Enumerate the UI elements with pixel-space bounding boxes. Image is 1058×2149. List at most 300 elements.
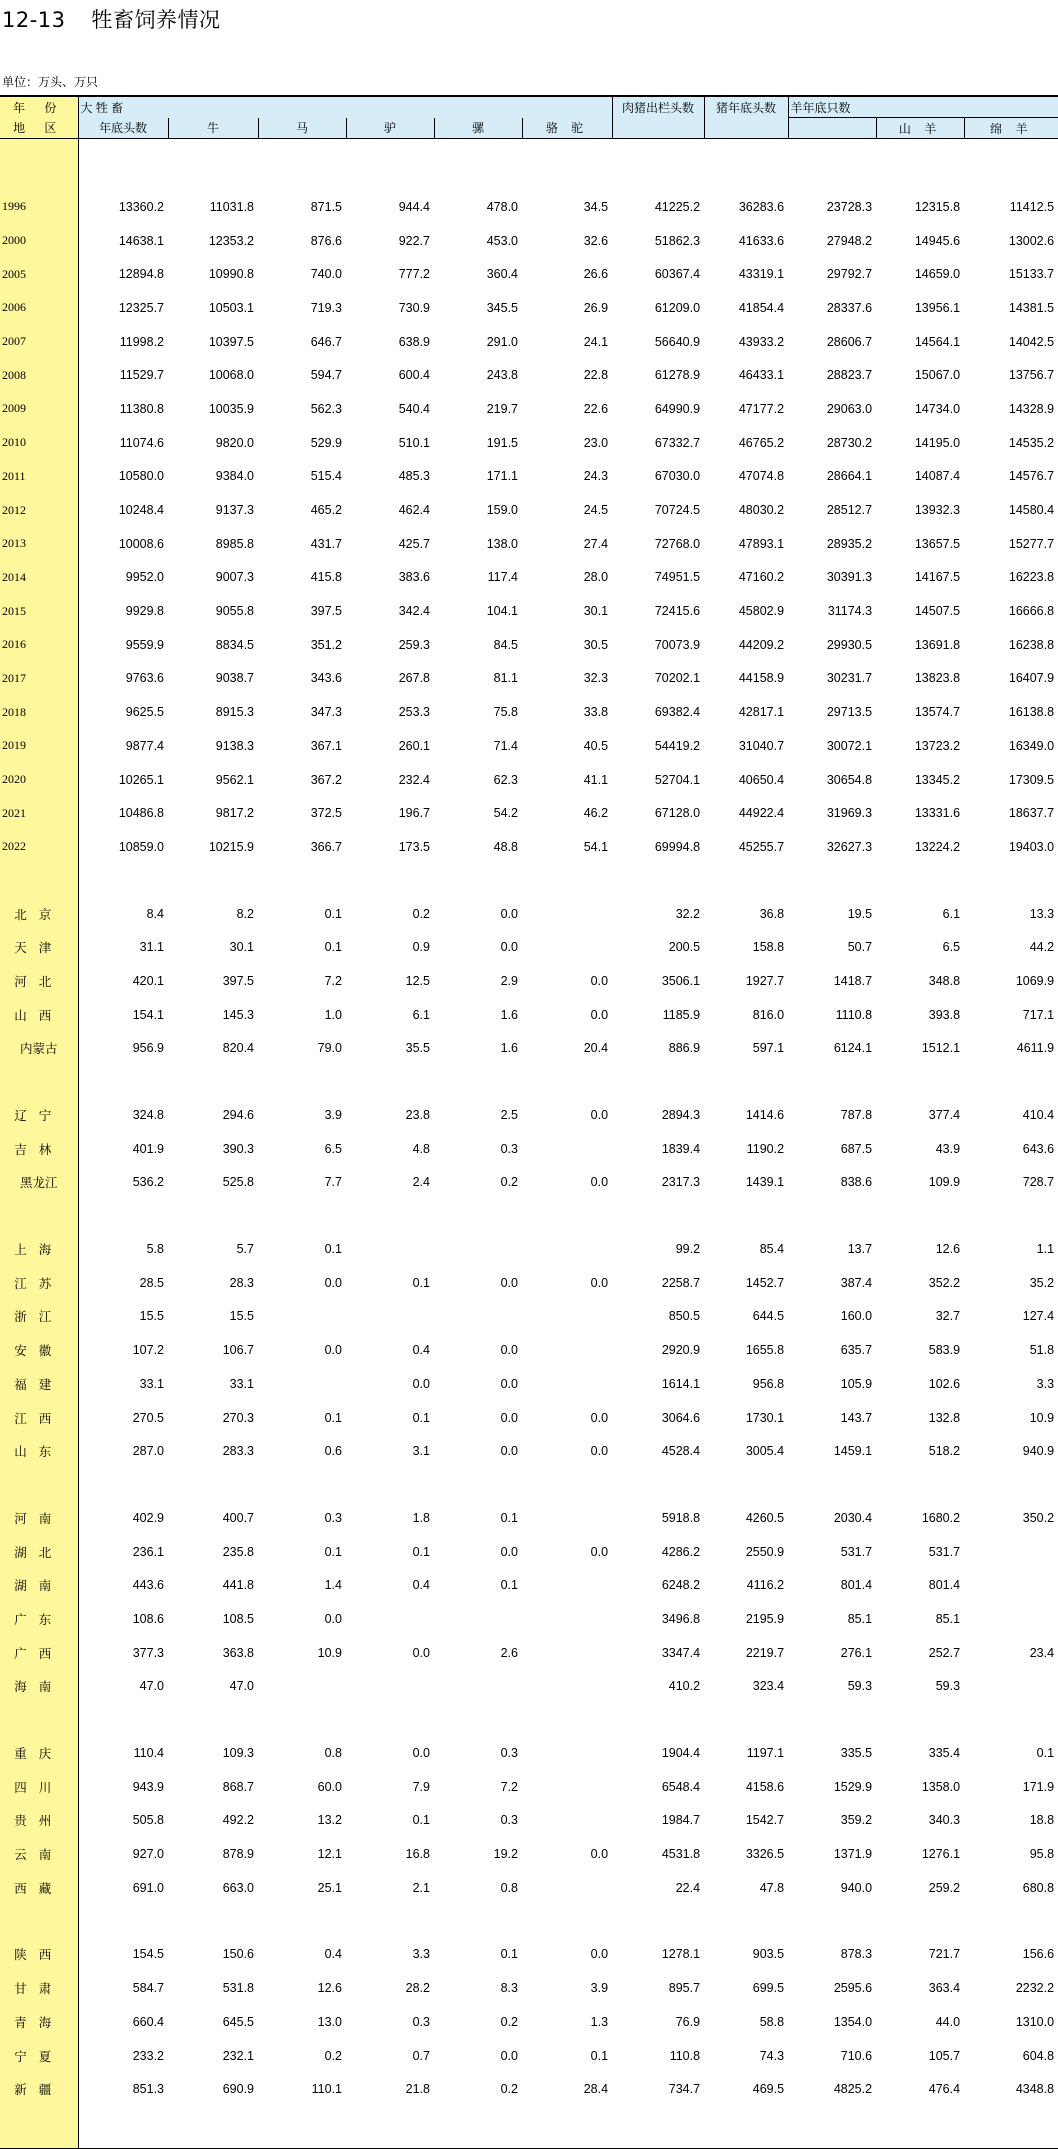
year-label: 2015 (0, 594, 78, 628)
year-row (0, 392, 1058, 426)
region-label: 湖北 (0, 1535, 78, 1569)
year-row (0, 224, 1058, 258)
cell-value (964, 1568, 1058, 1602)
cell-value: 29930.5 (826, 637, 873, 652)
cell-value: 14659.0 (914, 267, 961, 282)
header-large-livestock-sub: 年底头数 (78, 118, 168, 139)
cell-value: 44.2 (1029, 940, 1055, 955)
cell-value: 62.3 (493, 772, 518, 787)
cell-value (522, 1871, 612, 1905)
cell-value: 0.1 (500, 1947, 518, 1962)
cell-value: 48030.2 (738, 503, 785, 518)
cell-value (258, 1300, 346, 1334)
cell-value: 44922.4 (738, 806, 785, 821)
cell-value (522, 897, 612, 931)
cell-value: 11998.2 (119, 334, 164, 349)
cell-value: 154.5 (132, 1947, 164, 1962)
cell-value: 5918.8 (661, 1510, 701, 1525)
cell-value: 105.9 (840, 1376, 873, 1391)
cell-value: 0.1 (500, 1510, 518, 1525)
header-region-label: 地 区 (0, 118, 78, 139)
cell-value: 32.2 (675, 906, 701, 921)
cell-value: 52704.1 (654, 772, 701, 787)
cell-value: 0.0 (590, 1108, 609, 1123)
cell-value (522, 1670, 612, 1704)
cell-value: 44.0 (935, 2014, 961, 2029)
cell-value (522, 1568, 612, 1602)
cell-value: 61209.0 (654, 300, 701, 315)
cell-value (346, 1300, 434, 1334)
cell-value: 51862.3 (654, 233, 701, 248)
cell-value: 28823.7 (826, 368, 873, 383)
group-gap (0, 1468, 1058, 1501)
cell-value: 348.8 (928, 973, 961, 988)
year-label: 2019 (0, 729, 78, 763)
cell-value: 16349.0 (1008, 738, 1055, 753)
cell-value (522, 1636, 612, 1670)
region-row (0, 1132, 1058, 1166)
cell-value: 1529.9 (833, 1779, 873, 1794)
cell-value: 8985.8 (215, 536, 254, 551)
cell-value: 13823.8 (914, 671, 961, 686)
cell-value: 14087.4 (914, 469, 961, 484)
region-label: 山东 (0, 1434, 78, 1468)
cell-value: 431.7 (310, 536, 342, 551)
cell-value: 21.8 (405, 2082, 430, 2097)
region-row (0, 1670, 1058, 1704)
region-row (0, 1602, 1058, 1636)
cell-value (964, 1535, 1058, 1569)
cell-value: 644.5 (752, 1309, 785, 1324)
cell-value: 1439.1 (745, 1175, 785, 1190)
cell-value: 0.0 (500, 2048, 518, 2063)
cell-value: 110.8 (669, 2048, 701, 2063)
cell-value: 14638.1 (118, 233, 164, 248)
cell-value: 0.3 (500, 1141, 518, 1156)
cell-value: 28.4 (583, 2082, 609, 2097)
region-row (0, 2072, 1058, 2106)
cell-value: 801.4 (840, 1578, 873, 1593)
cell-value (258, 1367, 346, 1401)
cell-value: 270.3 (222, 1410, 254, 1425)
year-row (0, 763, 1058, 797)
cell-value: 816.0 (752, 1007, 785, 1022)
group-gap (0, 1199, 1058, 1232)
cell-value: 8.4 (146, 906, 164, 921)
cell-value: 43933.2 (738, 334, 785, 349)
cell-value: 0.4 (412, 1343, 430, 1358)
cell-value: 691.0 (132, 1880, 164, 1895)
cell-value (522, 1602, 612, 1636)
cell-value: 0.0 (590, 1947, 609, 1962)
cell-value: 35.2 (1029, 1275, 1055, 1290)
cell-value: 1190.2 (746, 1141, 785, 1156)
cell-value: 1310.0 (1015, 2014, 1055, 2029)
region-label: 上海 (0, 1232, 78, 1266)
region-row (0, 1166, 1058, 1200)
cell-value: 14945.6 (914, 233, 961, 248)
cell-value: 1371.9 (833, 1847, 873, 1862)
cell-value: 10.9 (317, 1645, 342, 1660)
cell-value: 276.1 (840, 1645, 873, 1660)
cell-value: 40.5 (583, 738, 609, 753)
cell-value: 17309.5 (1008, 772, 1055, 787)
cell-value: 886.9 (668, 1041, 701, 1056)
cell-value: 0.6 (324, 1444, 342, 1459)
region-row (0, 1401, 1058, 1435)
cell-value: 6.5 (942, 940, 961, 955)
cell-value: 324.8 (132, 1108, 164, 1123)
cell-value: 3005.4 (745, 1444, 785, 1459)
year-row (0, 628, 1058, 662)
cell-value: 0.1 (324, 1410, 342, 1425)
cell-value: 85.1 (847, 1611, 873, 1626)
cell-value: 14576.7 (1008, 469, 1055, 484)
cell-value: 41633.6 (738, 233, 785, 248)
cell-value: 0.0 (590, 973, 609, 988)
cell-value: 895.7 (668, 1981, 701, 1996)
header-goat: 山 羊 (876, 118, 964, 139)
region-row (0, 2005, 1058, 2039)
cell-value: 469.5 (752, 2082, 785, 2097)
cell-value: 410.2 (668, 1679, 701, 1694)
year-label: 2007 (0, 325, 78, 359)
cell-value: 1655.8 (745, 1343, 785, 1358)
cell-value: 0.0 (590, 1275, 609, 1290)
year-row (0, 358, 1058, 392)
region-label: 浙江 (0, 1300, 78, 1334)
cell-value: 107.2 (132, 1343, 164, 1358)
cell-value: 531.7 (840, 1544, 873, 1559)
cell-value (964, 1670, 1058, 1704)
cell-value: 531.7 (928, 1544, 961, 1559)
cell-value: 400.7 (222, 1510, 254, 1525)
cell-value: 10265.1 (118, 772, 164, 787)
cell-value: 787.8 (840, 1108, 873, 1123)
region-row (0, 1367, 1058, 1401)
cell-value: 838.6 (840, 1175, 873, 1190)
cell-value: 740.0 (310, 267, 342, 282)
cell-value: 102.6 (928, 1376, 961, 1391)
cell-value: 335.4 (928, 1746, 961, 1761)
cell-value: 0.0 (500, 940, 518, 955)
cell-value: 219.7 (486, 401, 518, 416)
cell-value: 0.2 (412, 906, 430, 921)
cell-value: 453.0 (486, 233, 518, 248)
cell-value: 26.6 (583, 267, 609, 282)
cell-value: 390.3 (222, 1141, 254, 1156)
cell-value: 33.8 (583, 705, 609, 720)
cell-value: 47.0 (229, 1679, 254, 1694)
cell-value: 1.1 (1036, 1242, 1055, 1257)
cell-value: 6.5 (324, 1141, 342, 1156)
cell-value: 36283.6 (738, 199, 785, 214)
cell-value: 32627.3 (826, 839, 873, 854)
cell-value: 243.8 (486, 368, 518, 383)
cell-value: 283.3 (222, 1444, 254, 1459)
region-label: 吉林 (0, 1132, 78, 1166)
table-name: 牲畜饲养情况 (91, 8, 221, 32)
cell-value: 393.8 (928, 1007, 961, 1022)
cell-value: 59.3 (935, 1679, 961, 1694)
cell-value: 2232.2 (1015, 1981, 1055, 1996)
header-hogs-slaughtered-cont (612, 118, 704, 139)
cell-value: 415.8 (310, 570, 342, 585)
region-row (0, 1736, 1058, 1770)
cell-value: 3347.4 (661, 1645, 701, 1660)
region-row (0, 1434, 1058, 1468)
cell-value: 0.1 (412, 1813, 430, 1828)
cell-value: 61278.9 (654, 368, 701, 383)
cell-value: 340.3 (928, 1813, 961, 1828)
cell-value: 4825.2 (833, 2082, 873, 2097)
cell-value: 9952.0 (125, 570, 164, 585)
cell-value: 69994.8 (654, 839, 701, 854)
livestock-table (0, 95, 1058, 2149)
cell-value: 604.8 (1022, 2048, 1055, 2063)
cell-value: 0.1 (324, 1544, 342, 1559)
cell-value: 108.6 (132, 1611, 164, 1626)
cell-value: 173.5 (398, 839, 430, 854)
cell-value: 397.5 (222, 973, 254, 988)
cell-value: 12.1 (317, 1847, 342, 1862)
cell-value: 28606.7 (826, 334, 873, 349)
cell-value: 105.7 (928, 2048, 961, 2063)
cell-value: 699.5 (752, 1981, 785, 1996)
cell-value: 19403.0 (1008, 839, 1055, 854)
cell-value: 350.2 (1022, 1510, 1055, 1525)
cell-value (346, 1670, 434, 1704)
cell-value: 72768.0 (654, 536, 701, 551)
cell-value: 1459.1 (833, 1444, 873, 1459)
cell-value: 7.9 (412, 1779, 430, 1794)
region-row (0, 1568, 1058, 1602)
cell-value: 363.8 (222, 1645, 254, 1660)
year-row (0, 695, 1058, 729)
header-sheep-goat: 羊年底只数 (788, 96, 1058, 118)
cell-value: 944.4 (398, 199, 430, 214)
cell-value: 28.3 (229, 1275, 254, 1290)
year-label: 2005 (0, 257, 78, 291)
cell-value: 8.3 (500, 1981, 518, 1996)
cell-value: 515.4 (310, 469, 342, 484)
cell-value: 67332.7 (654, 435, 701, 450)
cell-value: 31174.3 (827, 604, 873, 619)
cell-value: 16407.9 (1008, 671, 1055, 686)
cell-value: 1.4 (324, 1578, 342, 1593)
cell-value: 363.4 (928, 1981, 961, 1996)
cell-value: 10503.1 (208, 300, 254, 315)
cell-value: 85.1 (935, 1611, 961, 1626)
cell-value: 42817.1 (738, 705, 785, 720)
cell-value: 377.3 (132, 1645, 164, 1660)
cell-value: 0.0 (590, 1544, 609, 1559)
cell-value: 10068.0 (208, 368, 254, 383)
cell-value: 26.9 (583, 300, 609, 315)
cell-value: 13331.6 (914, 806, 961, 821)
cell-value: 71.4 (493, 738, 518, 753)
cell-value: 0.0 (500, 1410, 518, 1425)
cell-value: 956.9 (132, 1041, 164, 1056)
cell-value: 70724.5 (654, 503, 701, 518)
cell-value: 27.4 (583, 536, 609, 551)
cell-value: 232.4 (398, 772, 430, 787)
region-label: 宁夏 (0, 2039, 78, 2073)
header-camel: 骆 驼 (522, 118, 612, 139)
cell-value: 638.9 (398, 334, 430, 349)
cell-value: 10215.9 (208, 839, 254, 854)
cell-value (522, 1367, 612, 1401)
region-label: 四川 (0, 1770, 78, 1804)
year-row (0, 493, 1058, 527)
cell-value: 3.1 (412, 1444, 430, 1459)
cell-value: 252.7 (928, 1645, 961, 1660)
cell-value: 721.7 (928, 1947, 961, 1962)
year-label: 2016 (0, 628, 78, 662)
cell-value: 335.5 (840, 1746, 873, 1761)
cell-value: 158.8 (752, 940, 785, 955)
year-label: 2009 (0, 392, 78, 426)
spacer-row (0, 139, 1058, 191)
cell-value: 22.8 (583, 368, 609, 383)
cell-value: 110.4 (133, 1746, 164, 1761)
cell-value: 32.3 (583, 671, 609, 686)
region-label: 新疆 (0, 2072, 78, 2106)
cell-value: 0.0 (590, 1007, 609, 1022)
cell-value: 138.0 (486, 536, 518, 551)
cell-value: 4528.4 (661, 1444, 701, 1459)
cell-value: 0.3 (500, 1813, 518, 1828)
header-hogs-yearend-cont (704, 118, 788, 139)
cell-value: 10859.0 (118, 839, 164, 854)
header-mule: 骡 (434, 118, 522, 139)
cell-value: 259.3 (398, 637, 430, 652)
cell-value: 367.2 (310, 772, 342, 787)
cell-value: 28.0 (583, 570, 609, 585)
cell-value: 9559.9 (125, 637, 164, 652)
cell-value: 235.8 (222, 1544, 254, 1559)
group-gap (0, 1905, 1058, 1938)
cell-value: 0.8 (324, 1746, 342, 1761)
cell-value: 940.0 (840, 1880, 873, 1895)
cell-value: 60367.4 (654, 267, 701, 282)
cell-value: 16.8 (405, 1847, 430, 1862)
cell-value: 30654.8 (826, 772, 873, 787)
cell-value: 927.0 (132, 1847, 164, 1862)
cell-value: 11380.8 (119, 401, 164, 416)
cell-value: 13.0 (317, 2014, 342, 2029)
cell-value: 28730.2 (826, 435, 873, 450)
cell-value: 46765.2 (738, 435, 785, 450)
cell-value: 6.1 (942, 906, 961, 921)
cell-value: 31.1 (139, 940, 164, 955)
cell-value: 28512.7 (826, 503, 873, 518)
cell-value: 48.8 (493, 839, 518, 854)
region-label: 北京 (0, 897, 78, 931)
year-row (0, 662, 1058, 696)
cell-value: 31969.3 (826, 806, 873, 821)
cell-value: 465.2 (310, 503, 342, 518)
cell-value: 387.4 (840, 1275, 873, 1290)
cell-value: 72415.6 (654, 604, 701, 619)
cell-value: 2.6 (500, 1645, 518, 1660)
cell-value: 67030.0 (654, 469, 701, 484)
cell-value: 18637.7 (1008, 806, 1055, 821)
cell-value: 24.1 (583, 334, 609, 349)
cell-value: 34.5 (583, 199, 609, 214)
cell-value: 3496.8 (661, 1611, 701, 1626)
year-label: 2020 (0, 763, 78, 797)
cell-value: 70073.9 (654, 637, 701, 652)
cell-value: 20.4 (583, 1041, 609, 1056)
region-label: 内蒙古 (0, 1032, 78, 1066)
cell-value (434, 1232, 522, 1266)
year-row (0, 594, 1058, 628)
cell-value: 0.4 (324, 1947, 342, 1962)
cell-value: 10248.4 (118, 503, 164, 518)
header-hogs-yearend: 猪年底头数 (704, 96, 788, 118)
cell-value: 1614.1 (661, 1376, 701, 1391)
cell-value: 13360.2 (118, 199, 164, 214)
cell-value: 8.2 (236, 906, 254, 921)
cell-value: 372.5 (310, 806, 342, 821)
cell-value: 18.8 (1029, 1813, 1055, 1828)
cell-value: 15133.7 (1008, 267, 1055, 282)
cell-value: 1414.6 (745, 1108, 785, 1123)
cell-value: 35.5 (405, 1041, 430, 1056)
cell-value: 104.1 (486, 604, 518, 619)
cell-value: 940.9 (1022, 1444, 1055, 1459)
cell-value: 30391.3 (826, 570, 873, 585)
cell-value: 719.3 (310, 300, 342, 315)
cell-value: 0.0 (412, 1645, 430, 1660)
year-row (0, 325, 1058, 359)
cell-value: 287.0 (132, 1444, 164, 1459)
cell-value: 40650.4 (738, 772, 785, 787)
cell-value: 531.8 (222, 1981, 254, 1996)
cell-value: 401.9 (132, 1141, 164, 1156)
header-cattle: 牛 (168, 118, 258, 139)
cell-value: 820.4 (222, 1041, 254, 1056)
region-label: 河南 (0, 1501, 78, 1535)
cell-value: 0.2 (500, 1175, 518, 1190)
cell-value: 19.5 (847, 906, 873, 921)
cell-value: 28935.2 (826, 536, 873, 551)
cell-value: 0.0 (500, 906, 518, 921)
cell-value: 29063.0 (826, 401, 873, 416)
cell-value: 46433.1 (738, 368, 785, 383)
cell-value: 253.3 (398, 705, 430, 720)
cell-value: 54.1 (583, 839, 609, 854)
cell-value: 28.2 (405, 1981, 430, 1996)
cell-value: 6548.4 (661, 1779, 701, 1794)
region-row (0, 964, 1058, 998)
cell-value: 47.8 (759, 1880, 785, 1895)
cell-value: 0.2 (500, 2082, 518, 2097)
year-row (0, 257, 1058, 291)
cell-value: 110.1 (311, 2082, 342, 2097)
cell-value: 0.0 (500, 1544, 518, 1559)
cell-value: 29713.5 (826, 705, 873, 720)
cell-value: 9007.3 (215, 570, 254, 585)
cell-value: 43.9 (935, 1141, 961, 1156)
cell-value: 12.6 (935, 1242, 961, 1257)
region-label: 安徽 (0, 1333, 78, 1367)
cell-value: 13.2 (317, 1813, 342, 1828)
cell-value: 1512.1 (921, 1041, 961, 1056)
cell-value: 13345.2 (914, 772, 961, 787)
region-row (0, 1266, 1058, 1300)
